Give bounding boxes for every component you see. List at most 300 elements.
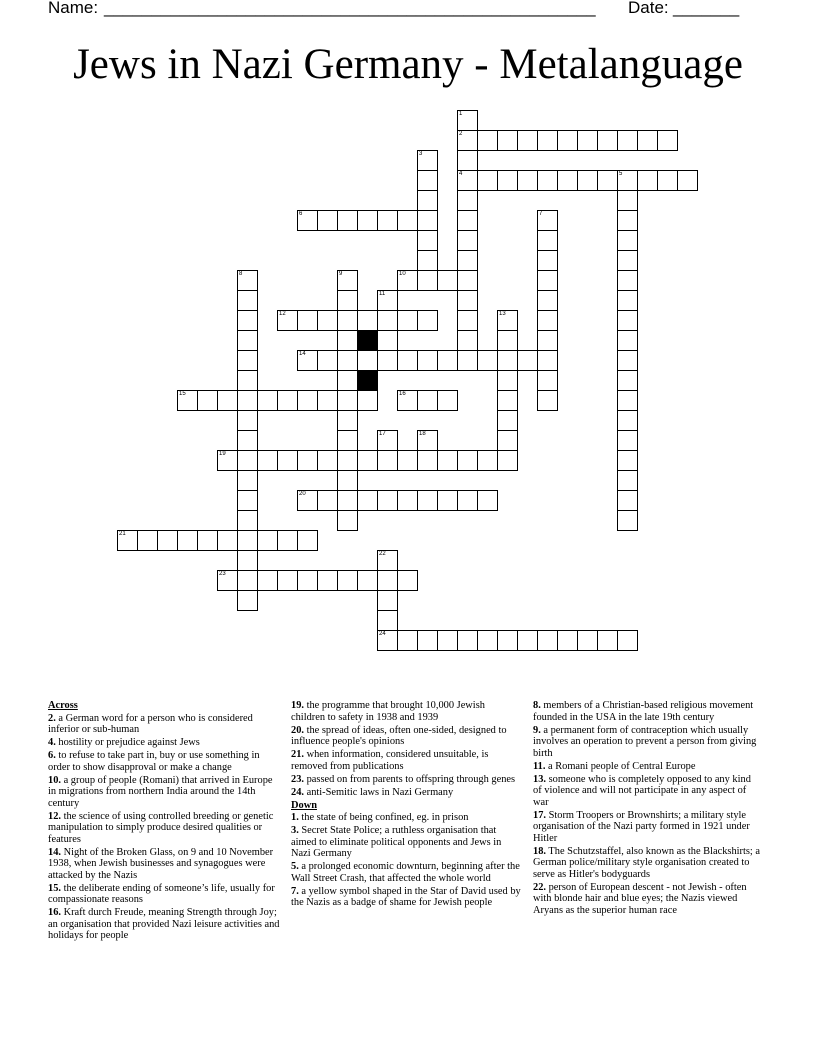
grid-cell[interactable] <box>477 170 498 191</box>
clue-number-label: 3 <box>419 151 423 157</box>
grid-cell[interactable] <box>577 630 598 651</box>
grid-cell[interactable] <box>437 490 458 511</box>
down-clue <box>291 861 521 884</box>
across-clue <box>291 774 521 786</box>
grid-cell[interactable] <box>177 390 198 411</box>
grid-cell[interactable] <box>357 450 378 471</box>
grid-cell[interactable] <box>237 310 258 331</box>
down-clue <box>291 886 521 909</box>
grid-cell[interactable] <box>237 290 258 311</box>
down-clue <box>533 882 761 917</box>
grid-cell[interactable] <box>577 170 598 191</box>
clue-number-label: 22 <box>379 551 386 557</box>
grid-cell[interactable] <box>417 210 438 231</box>
grid-cell[interactable] <box>537 310 558 331</box>
grid-cell[interactable] <box>397 270 418 291</box>
grid-cell[interactable] <box>237 530 258 551</box>
down-clue <box>533 761 761 773</box>
grid-cell[interactable] <box>617 390 638 411</box>
grid-cell[interactable] <box>257 530 278 551</box>
grid-cell[interactable] <box>617 290 638 311</box>
grid-cell[interactable] <box>537 130 558 151</box>
grid-cell[interactable] <box>397 350 418 371</box>
grid-cell[interactable] <box>397 630 418 651</box>
grid-cell[interactable] <box>277 310 298 331</box>
grid-cell[interactable] <box>537 250 558 271</box>
grid-cell[interactable] <box>377 430 398 451</box>
clue-text: a permanent form of contraception which usually involves an operation to prevent a person from giving birth <box>533 724 757 759</box>
grid-cell[interactable] <box>237 510 258 531</box>
grid-cell[interactable] <box>277 450 298 471</box>
grid-cell[interactable] <box>237 330 258 351</box>
grid-cell[interactable] <box>537 170 558 191</box>
grid-cell[interactable] <box>497 330 518 351</box>
clue-text: to refuse to take part in, buy or use something in order to show disapproval or make a change <box>48 750 260 773</box>
grid-cell[interactable] <box>617 170 638 191</box>
clue-text: anti-Semitic laws in Nazi Germany <box>304 786 454 798</box>
grid-cell[interactable] <box>357 390 378 411</box>
grid-cell[interactable] <box>337 210 358 231</box>
grid-cell[interactable] <box>617 410 638 431</box>
clue-number: 5. <box>291 861 299 872</box>
grid-cell[interactable] <box>617 130 638 151</box>
clue-text: a group of people (Romani) that arrived in Europe in migrations from northern India around the 14th century <box>48 774 273 809</box>
grid-cell[interactable] <box>497 450 518 471</box>
grid-cell[interactable] <box>577 130 598 151</box>
grid-cell[interactable] <box>457 230 478 251</box>
clue-number-label: 11 <box>379 291 386 297</box>
clue-text: Night of the Broken Glass, on 9 and 10 November 1938, when Jewish businesses and synagogues were attacked by the Nazis <box>48 846 274 881</box>
clue-number-label: 2 <box>459 131 463 137</box>
grid-cell[interactable] <box>457 270 478 291</box>
grid-cell[interactable] <box>217 530 238 551</box>
grid-cell[interactable] <box>597 130 618 151</box>
grid-cell[interactable] <box>517 630 538 651</box>
grid-cell[interactable] <box>537 210 558 231</box>
grid-cell[interactable] <box>317 490 338 511</box>
grid-cell[interactable] <box>317 310 338 331</box>
clue-text: Kraft durch Freude, meaning Strength through Joy; an organisation that provided Nazi leisure activities and holidays for people <box>48 907 280 941</box>
clue-number: 22. <box>533 881 546 893</box>
date-field[interactable]: _______ <box>673 0 740 17</box>
grid-cell[interactable] <box>317 570 338 591</box>
across-clue <box>291 787 521 799</box>
grid-cell[interactable] <box>297 350 318 371</box>
grid-cell[interactable] <box>257 390 278 411</box>
grid-cell[interactable] <box>457 170 478 191</box>
across-clue <box>48 737 280 749</box>
grid-cell[interactable] <box>617 490 638 511</box>
across-clue <box>48 811 280 846</box>
grid-cell[interactable] <box>317 350 338 371</box>
grid-cell[interactable] <box>377 590 398 611</box>
clue-text: the state of being confined, eg. in prison <box>298 812 469 823</box>
clue-text: hostility or prejudice against Jews <box>55 737 200 748</box>
grid-cell[interactable] <box>457 490 478 511</box>
grid-cell[interactable] <box>357 570 378 591</box>
grid-cell[interactable] <box>297 570 318 591</box>
date-label: Date: <box>628 0 669 17</box>
grid-cell[interactable] <box>557 130 578 151</box>
grid-cell[interactable] <box>537 370 558 391</box>
grid-cell[interactable] <box>397 570 418 591</box>
clue-text: the science of using controlled breeding or genetic manipulation to simply produce desired qualities or features <box>48 810 274 845</box>
clue-number-label: 12 <box>279 311 286 317</box>
grid-cell[interactable] <box>457 630 478 651</box>
grid-cell[interactable] <box>237 590 258 611</box>
grid-cell[interactable] <box>477 630 498 651</box>
grid-cell[interactable] <box>117 530 138 551</box>
across-clue-list-continued <box>291 700 521 798</box>
clue-number: 24. <box>291 786 304 798</box>
clue-text: a prolonged economic downturn, beginning after the Wall Street Crash, that affected the whole world <box>291 861 520 884</box>
grid-cell[interactable] <box>377 350 398 371</box>
grid-cell[interactable] <box>337 410 358 431</box>
grid-cell[interactable] <box>357 490 378 511</box>
clue-number: 1. <box>291 812 299 823</box>
grid-cell[interactable] <box>237 350 258 371</box>
clue-number-label: 4 <box>459 171 463 177</box>
grid-cell[interactable] <box>617 330 638 351</box>
grid-cell[interactable] <box>617 430 638 451</box>
grid-cell[interactable] <box>237 370 258 391</box>
grid-cell[interactable] <box>457 130 478 151</box>
grid-cell[interactable] <box>637 170 658 191</box>
clue-number-label: 1 <box>459 111 463 117</box>
clue-column-1 <box>48 700 280 943</box>
clue-number: 17. <box>533 809 546 821</box>
name-field[interactable]: ____________________________________________________ <box>104 0 596 17</box>
grid-cell[interactable] <box>437 390 458 411</box>
grid-cell[interactable] <box>277 570 298 591</box>
grid-cell[interactable] <box>457 450 478 471</box>
grid-cell[interactable] <box>617 350 638 371</box>
grid-cell[interactable] <box>417 450 438 471</box>
down-clue <box>533 725 761 760</box>
grid-cell[interactable] <box>217 570 238 591</box>
grid-cell[interactable] <box>257 570 278 591</box>
clue-number: 10. <box>48 774 61 786</box>
name-label: Name: <box>48 0 99 17</box>
grid-cell[interactable] <box>617 210 638 231</box>
clue-text: passed on from parents to offspring through genes <box>304 773 516 785</box>
clue-number-label: 5 <box>619 171 623 177</box>
page-title: Jews in Nazi Germany - Metalanguage <box>73 41 743 88</box>
grid-cell[interactable] <box>457 210 478 231</box>
grid-cell[interactable] <box>457 150 478 171</box>
grid-cell[interactable] <box>237 550 258 571</box>
grid-cell[interactable] <box>477 350 498 371</box>
clue-number: 16. <box>48 907 61 918</box>
grid-cell[interactable] <box>377 630 398 651</box>
grid-cell[interactable] <box>417 630 438 651</box>
grid-cell[interactable] <box>377 290 398 311</box>
grid-cell[interactable] <box>417 150 438 171</box>
grid-cell[interactable] <box>457 190 478 211</box>
grid-cell[interactable] <box>237 270 258 291</box>
clue-text: Storm Troopers or Brownshirts; a military style organisation of the Nazi party formed in 1921 under Hitler <box>533 809 750 844</box>
grid-cell[interactable] <box>217 390 238 411</box>
grid-cell[interactable] <box>417 270 438 291</box>
clue-text: a yellow symbol shaped in the Star of David used by the Nazis as a badge of shame for Jewish people <box>291 885 521 908</box>
grid-cell[interactable] <box>677 170 698 191</box>
grid-cell[interactable] <box>617 370 638 391</box>
clue-number-label: 17 <box>379 431 386 437</box>
clue-text: the spread of ideas, often one-sided, designed to influence people's opinions <box>291 724 507 747</box>
clue-number-label: 24 <box>379 631 386 637</box>
grid-cell[interactable] <box>297 390 318 411</box>
grid-cell[interactable] <box>337 350 358 371</box>
grid-cell[interactable] <box>397 390 418 411</box>
down-clue <box>533 810 761 845</box>
grid-cell[interactable] <box>217 450 238 471</box>
across-clue-list <box>48 713 280 942</box>
grid-cell[interactable] <box>537 350 558 371</box>
grid-cell[interactable] <box>457 330 478 351</box>
grid-cell[interactable] <box>237 570 258 591</box>
grid-cell[interactable] <box>617 230 638 251</box>
clue-text: a Romani people of Central Europe <box>545 760 696 772</box>
clue-column-2 <box>291 700 521 910</box>
grid-cell[interactable] <box>237 450 258 471</box>
grid-cell[interactable] <box>337 310 358 331</box>
grid-cell[interactable] <box>457 110 478 131</box>
clue-number: 3. <box>291 825 299 836</box>
down-clue <box>533 846 761 881</box>
down-clue-list <box>291 812 521 909</box>
grid-cell[interactable] <box>237 470 258 491</box>
clue-number-label: 19 <box>219 451 226 457</box>
grid-cell[interactable] <box>477 490 498 511</box>
grid-cell[interactable] <box>457 310 478 331</box>
grid-cell[interactable] <box>597 630 618 651</box>
down-clue <box>533 700 761 723</box>
clue-text: members of a Christian-based religious movement founded in the USA in the late 19th century <box>533 700 754 723</box>
grid-cell[interactable] <box>617 630 638 651</box>
grid-cell[interactable] <box>357 350 378 371</box>
grid-cell[interactable] <box>237 410 258 431</box>
down-clue <box>291 825 521 860</box>
grid-cell[interactable] <box>497 350 518 371</box>
grid-cell[interactable] <box>337 570 358 591</box>
clue-number-label: 20 <box>299 491 306 497</box>
grid-cell[interactable] <box>337 430 358 451</box>
grid-cell[interactable] <box>537 230 558 251</box>
clue-number-label: 15 <box>179 391 186 397</box>
grid-cell[interactable] <box>417 170 438 191</box>
down-clue <box>533 774 761 809</box>
clue-number-label: 16 <box>399 391 406 397</box>
grid-cell[interactable] <box>597 170 618 191</box>
grid-cell[interactable] <box>497 630 518 651</box>
grid-cell[interactable] <box>417 310 438 331</box>
down-clue <box>291 812 521 824</box>
clue-number-label: 10 <box>399 271 406 277</box>
across-clue <box>48 907 280 942</box>
grid-cell[interactable] <box>297 530 318 551</box>
across-clue <box>291 749 521 772</box>
grid-cell[interactable] <box>197 530 218 551</box>
clue-number-label: 21 <box>119 531 126 537</box>
grid-cell[interactable] <box>417 430 438 451</box>
grid-cell[interactable] <box>457 290 478 311</box>
grid-cell[interactable] <box>337 490 358 511</box>
clue-column-3 <box>533 700 761 918</box>
grid-cell[interactable] <box>297 450 318 471</box>
grid-cell[interactable] <box>297 210 318 231</box>
grid-cell[interactable] <box>317 390 338 411</box>
clue-number-label: 8 <box>239 271 243 277</box>
grid-cell[interactable] <box>297 310 318 331</box>
clue-number-label: 9 <box>339 271 343 277</box>
grid-cell[interactable] <box>257 450 278 471</box>
grid-cell[interactable] <box>617 270 638 291</box>
grid-cell[interactable] <box>317 210 338 231</box>
grid-cell[interactable] <box>357 310 378 331</box>
grid-cell[interactable] <box>497 390 518 411</box>
grid-cell[interactable] <box>377 490 398 511</box>
grid-cell[interactable] <box>417 230 438 251</box>
clue-number: 14. <box>48 846 61 858</box>
grid-cell[interactable] <box>517 130 538 151</box>
grid-cell[interactable] <box>417 490 438 511</box>
across-clue <box>48 775 280 810</box>
grid-cell[interactable] <box>237 390 258 411</box>
grid-cell[interactable] <box>197 390 218 411</box>
clue-text: when information, considered unsuitable, is removed from publications <box>291 749 489 772</box>
clue-number: 8. <box>533 700 541 711</box>
grid-cell[interactable] <box>437 630 458 651</box>
grid-cell[interactable] <box>377 310 398 331</box>
clue-text: someone who is completely opposed to any kind of violence and will not participate in any aspect of war <box>533 773 751 808</box>
grid-cell[interactable] <box>457 350 478 371</box>
grid-cell[interactable] <box>377 210 398 231</box>
grid-cell[interactable] <box>397 490 418 511</box>
grid-cell[interactable] <box>317 450 338 471</box>
grid-cell[interactable] <box>517 350 538 371</box>
clue-number-label: 23 <box>219 571 226 577</box>
clue-number: 20. <box>291 724 304 736</box>
across-clue <box>291 725 521 748</box>
grid-cell[interactable] <box>417 390 438 411</box>
clue-text: person of European descent - not Jewish - often with blonde hair and blue eyes; the Nazis viewed Aryans as the superior human race <box>533 881 747 916</box>
grid-cell[interactable] <box>377 330 398 351</box>
grid-cell[interactable] <box>617 310 638 331</box>
grid-cell[interactable] <box>537 270 558 291</box>
clue-number: 18. <box>533 845 546 857</box>
clue-number: 6. <box>48 750 56 761</box>
clue-number: 19. <box>291 700 304 711</box>
grid-cell[interactable] <box>417 250 438 271</box>
clue-number-label: 14 <box>299 351 306 357</box>
grid-cell[interactable] <box>617 250 638 271</box>
grid-cell[interactable] <box>477 450 498 471</box>
clue-number: 9. <box>533 724 541 736</box>
grid-cell[interactable] <box>137 530 158 551</box>
grid-cell[interactable] <box>417 350 438 371</box>
grid-cell[interactable] <box>377 450 398 471</box>
grid-cell[interactable] <box>337 510 358 531</box>
grid-cell[interactable] <box>557 170 578 191</box>
grid-cell[interactable] <box>337 470 358 491</box>
grid-cell[interactable] <box>377 550 398 571</box>
grid-cell[interactable] <box>357 210 378 231</box>
grid-cell[interactable] <box>377 610 398 631</box>
grid-cell[interactable] <box>337 390 358 411</box>
grid-cell[interactable] <box>617 190 638 211</box>
grid-cell[interactable] <box>437 450 458 471</box>
across-clue <box>48 750 280 773</box>
grid-cell[interactable] <box>477 130 498 151</box>
grid-cell[interactable] <box>417 190 438 211</box>
grid-cell[interactable] <box>557 630 578 651</box>
across-clue <box>48 713 280 736</box>
clue-number: 11. <box>533 760 546 772</box>
grid-cell[interactable] <box>497 310 518 331</box>
across-clue <box>291 700 521 723</box>
grid-cell[interactable] <box>497 170 518 191</box>
grid-cell[interactable] <box>157 530 178 551</box>
grid-cell[interactable] <box>537 330 558 351</box>
worksheet-header <box>48 0 788 20</box>
grid-cell[interactable] <box>397 210 418 231</box>
grid-cell[interactable] <box>437 350 458 371</box>
grid-cell[interactable] <box>497 370 518 391</box>
clue-text: Secret State Police; a ruthless organisation that aimed to eliminate political opponents and Jews in Nazi Germany <box>291 825 502 859</box>
clue-number-label: 13 <box>499 311 506 317</box>
grid-cell[interactable] <box>397 450 418 471</box>
grid-cell[interactable] <box>397 310 418 331</box>
grid-cell[interactable] <box>237 490 258 511</box>
grid-cell[interactable] <box>457 250 478 271</box>
grid-cell[interactable] <box>517 170 538 191</box>
grid-cell[interactable] <box>177 530 198 551</box>
grid-cell[interactable] <box>617 450 638 471</box>
grid-cell[interactable] <box>337 330 358 351</box>
clue-number: 4. <box>48 737 56 748</box>
grid-cell[interactable] <box>237 430 258 451</box>
grid-cell[interactable] <box>337 290 358 311</box>
grid-cell[interactable] <box>637 130 658 151</box>
across-clue <box>48 883 280 906</box>
grid-cell[interactable] <box>657 170 678 191</box>
clue-number: 21. <box>291 749 304 760</box>
clue-number: 13. <box>533 773 546 785</box>
grid-cell[interactable] <box>537 290 558 311</box>
grid-cell[interactable] <box>277 530 298 551</box>
grid-cell[interactable] <box>537 630 558 651</box>
grid-cell[interactable] <box>437 270 458 291</box>
down-clue-list-continued <box>533 700 761 916</box>
grid-cell[interactable] <box>337 450 358 471</box>
grid-cell[interactable] <box>617 510 638 531</box>
grid-cell[interactable] <box>617 470 638 491</box>
grid-cell[interactable] <box>497 410 518 431</box>
grid-cell[interactable] <box>337 270 358 291</box>
grid-cell[interactable] <box>277 390 298 411</box>
grid-cell[interactable] <box>657 130 678 151</box>
clue-number: 23. <box>291 773 304 785</box>
grid-cell[interactable] <box>377 570 398 591</box>
across-clue <box>48 847 280 882</box>
down-heading: Down <box>291 799 317 811</box>
grid-cell[interactable] <box>537 390 558 411</box>
grid-cell[interactable] <box>297 490 318 511</box>
grid-cell[interactable] <box>337 370 358 391</box>
grid-cell[interactable] <box>497 130 518 151</box>
grid-cell[interactable] <box>497 430 518 451</box>
clue-number: 15. <box>48 882 61 894</box>
